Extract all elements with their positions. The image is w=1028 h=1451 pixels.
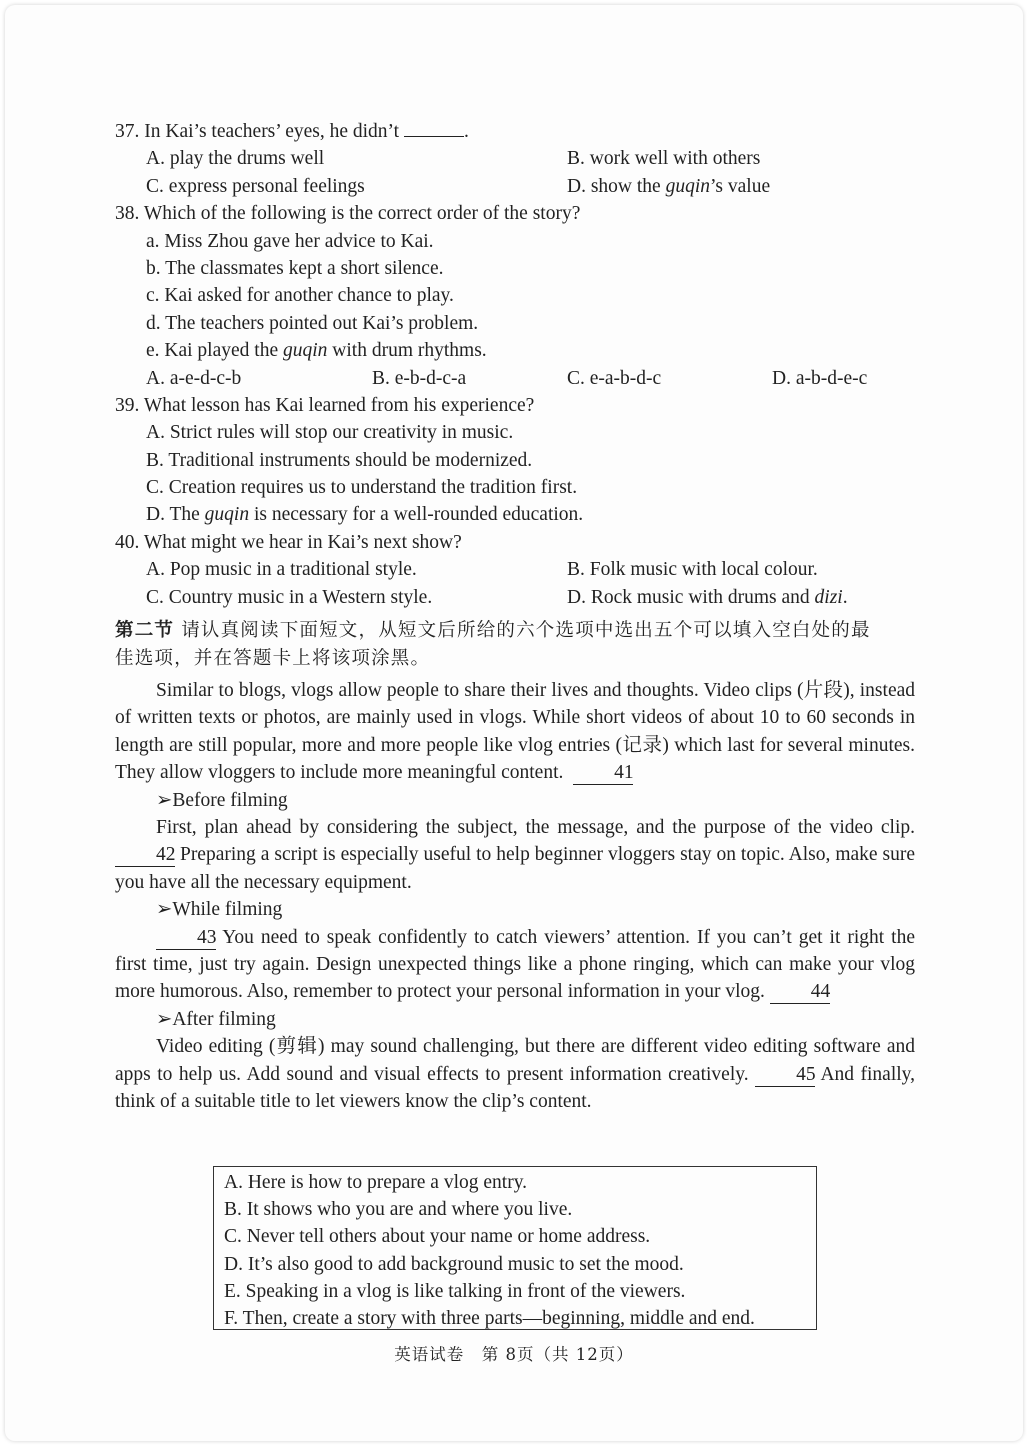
option-d: D. a-b-d-e-c xyxy=(772,367,868,389)
question-text: What might we hear in Kai’s next show? xyxy=(143,531,462,553)
option-d-italic: dizi xyxy=(814,586,843,608)
passage-paragraph-2 xyxy=(115,814,915,896)
question-37-stem xyxy=(115,118,915,145)
event-e-italic: guqin xyxy=(283,340,328,362)
option-c: C. Country music in a Western style. xyxy=(146,586,433,608)
option-d-italic: guqin xyxy=(204,504,250,526)
story-event-d: d. The teachers pointed out Kai’s problem. xyxy=(146,312,479,334)
blank-43: 43 xyxy=(156,927,216,950)
option-d-text: D. show the xyxy=(567,175,661,197)
option-d-text: D. Rock music with drums and xyxy=(567,586,810,608)
choice-f: F. Then, create a story with three parts—beginning, middle and end. xyxy=(224,1308,755,1330)
option-a: A. play the drums well xyxy=(146,148,325,170)
question-text: Which of the following is the correct order of the story? xyxy=(143,203,581,225)
option-b: B. Traditional instruments should be modernized. xyxy=(146,449,533,471)
question-40-stem xyxy=(115,529,915,556)
option-b: B. work well with others xyxy=(567,148,761,170)
question-38-stem xyxy=(115,200,915,227)
story-event-e xyxy=(115,337,915,364)
question-39-stem xyxy=(115,392,915,419)
passage-paragraph-1 xyxy=(115,677,915,787)
paragraph-text: Video editing (剪辑) may sound challenging, but there are different video editing software and apps to help us. Add sound and visual effects to present information creatively. xyxy=(115,1036,915,1085)
heading-before-filming: ➢Before filming xyxy=(156,789,288,811)
section-label: 第二节 xyxy=(115,620,175,642)
event-e-text: e. Kai played the xyxy=(146,340,279,362)
answer-choices-box xyxy=(213,1166,817,1330)
option-d-text: D. The xyxy=(146,504,200,526)
passage-paragraph-4 xyxy=(115,1033,915,1115)
event-e-text-end: with drum rhythms. xyxy=(332,340,487,362)
choice-a: A. Here is how to prepare a vlog entry. xyxy=(224,1172,528,1193)
paragraph-text: Similar to blogs, vlogs allow people to share their lives and thoughts. Video clips (片段), instead of written texts or photos, are mainly used in vlogs. While short videos of about 10 to 60 seconds in length are still popular, more and more people like vlog entries (记录) which last for several minutes. They allow vloggers to include more meaningful content. xyxy=(115,680,915,784)
option-d xyxy=(567,584,848,611)
question-text: What lesson has Kai learned from his experience? xyxy=(143,394,535,416)
question-37-options-row1 xyxy=(115,145,915,172)
heading-while-filming: ➢While filming xyxy=(156,899,283,921)
instruction-line-2: 佳选项，并在答题卡上将该项涂黑。 xyxy=(115,648,431,670)
paragraph-text: You need to speak confidently to catch viewers’ attention. If you can’t get it right the first time, just try again. Design unexpected things like a phone ringing, which can make your vlog more humorous. Also, remember to protect your personal information in your vlog. xyxy=(115,926,916,1003)
blank-42: 42 xyxy=(115,844,175,867)
question-40-options-row1 xyxy=(115,556,915,583)
questions-area xyxy=(115,118,915,1115)
paragraph-text-end: Preparing a script is especially useful to help beginner vloggers stay on topic. Also, make sure you have all the necessary equipment. xyxy=(115,844,915,893)
option-d-text-end: is necessary for a well-rounded education. xyxy=(253,504,584,526)
choice-b: B. It shows who you are and where you live. xyxy=(224,1199,573,1221)
story-event-b: b. The classmates kept a short silence. xyxy=(146,257,444,279)
option-d-italic: guqin xyxy=(665,175,710,197)
question-number: 38. xyxy=(115,203,140,225)
blank-45: 45 xyxy=(755,1064,815,1087)
story-event-a: a. Miss Zhou gave her advice to Kai. xyxy=(146,230,434,252)
question-number: 37. xyxy=(115,121,140,142)
stem-punct: . xyxy=(463,121,469,142)
instruction-line-1: 请认真阅读下面短文，从短文后所给的六个选项中选出五个可以填入空白处的最 xyxy=(181,620,871,642)
heading-after-filming: ➢After filming xyxy=(156,1008,276,1030)
option-d xyxy=(567,173,770,200)
paragraph-text: First, plan ahead by considering the subject, the message, and the purpose of the video clip. xyxy=(156,817,915,839)
question-text: In Kai’s teachers’ eyes, he didn’t xyxy=(144,121,400,142)
question-40-options-row2 xyxy=(115,584,915,611)
option-c: C. e-a-b-d-c xyxy=(567,367,662,389)
option-d-text-end: ’s value xyxy=(710,175,771,197)
option-d xyxy=(115,501,915,528)
blank-44: 44 xyxy=(770,981,830,1004)
section-2-instructions xyxy=(115,617,915,673)
option-d-text-end: . xyxy=(842,586,848,608)
question-number: 40. xyxy=(115,531,140,553)
answer-blank xyxy=(404,118,464,137)
option-c: C. Creation requires us to understand the tradition first. xyxy=(146,477,578,499)
story-event-c: c. Kai asked for another chance to play. xyxy=(146,285,454,307)
question-number: 39. xyxy=(115,394,140,416)
page-footer: 英语试卷 第 8页（共 12页） xyxy=(394,1345,634,1364)
question-37-options-row2 xyxy=(115,173,915,200)
choice-d: D. It’s also good to add background music to set the mood. xyxy=(224,1253,684,1275)
choice-c: C. Never tell others about your name or home address. xyxy=(224,1226,651,1248)
option-a: A. Strict rules will stop our creativity in music. xyxy=(146,422,514,444)
question-38-options xyxy=(115,365,915,392)
option-b: B. Folk music with local colour. xyxy=(567,559,818,581)
option-a: A. Pop music in a traditional style. xyxy=(146,559,417,581)
exam-page xyxy=(5,5,1023,1441)
passage-paragraph-3 xyxy=(115,924,915,1006)
blank-41: 41 xyxy=(573,762,633,785)
choice-e: E. Speaking in a vlog is like talking in front of the viewers. xyxy=(224,1280,686,1302)
paragraph-text-end: And finally, think of a suitable title to let viewers know the clip’s content. xyxy=(115,1063,916,1113)
option-a: A. a-e-d-c-b xyxy=(146,367,242,389)
option-b: B. e-b-d-c-a xyxy=(372,367,467,389)
option-c: C. express personal feelings xyxy=(146,175,365,197)
